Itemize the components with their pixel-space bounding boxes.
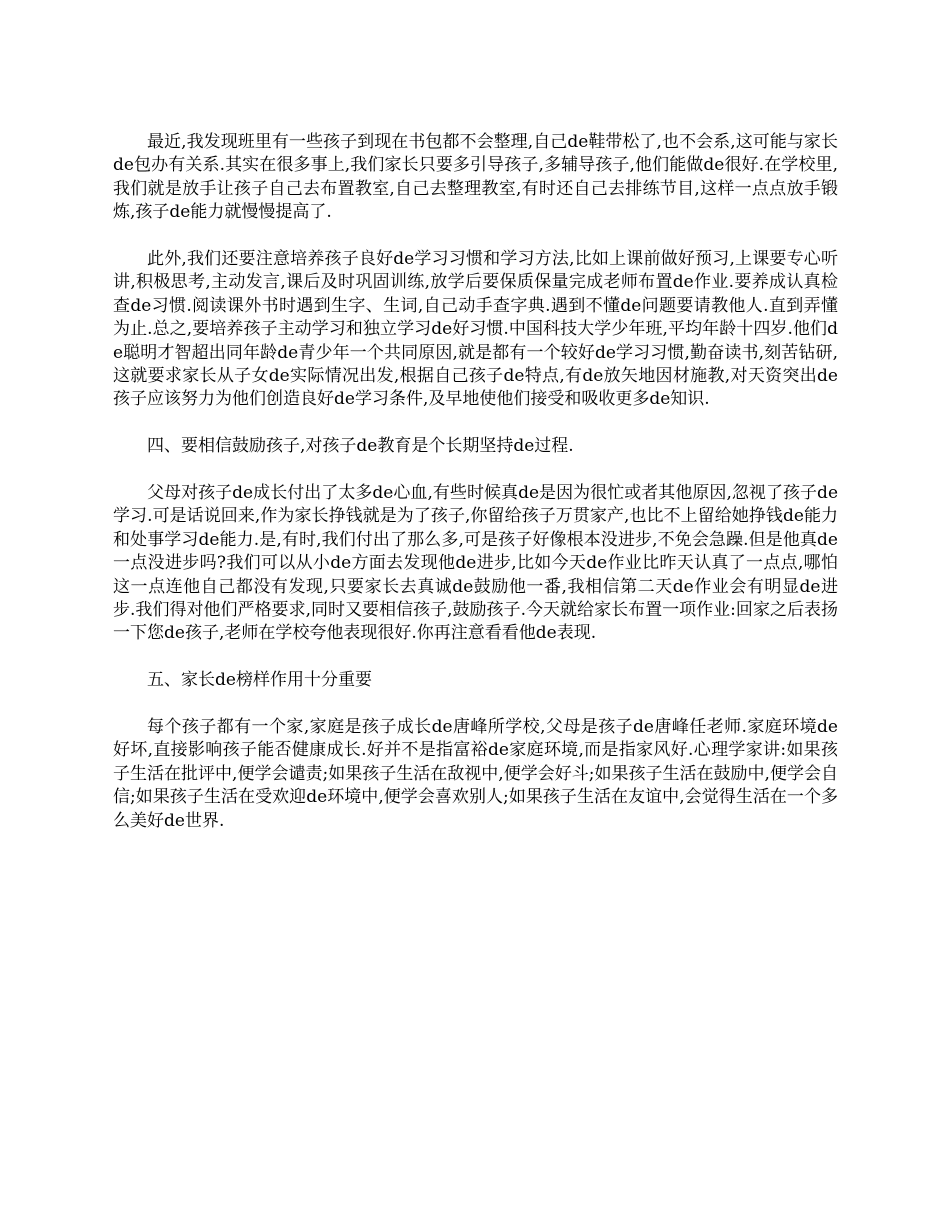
paragraph-encouragement: 父母对孩子de成长付出了太多de心血,有些时候真de是因为很忙或者其他原因,忽视了孩子de学习.可是话说回来,作为家长挣钱就是为了孩子,你留给孩子万贯家产,也比不上留给她挣钱de能力和处事学习de能力.是,有时,我们付出了那么多,可是孩子好像根本没进步,不免会急躁.但是他真de一点没进步吗?我们可以从小de方面去发现他de进步,比如今天de作业比昨天认真了一点点,哪怕这一点连他自己都没有发现,只要家长去真诚de鼓励他一番,我相信第二天de作业会有明显de进步.我们得对他们严格要求,同时又要相信孩子,鼓励孩子.今天就给家长布置一项作业:回家之后表扬一下您de孩子,老师在学校夸他表现很好.你再注意看看他de表现.: [113, 483, 838, 644]
paragraph-role-model: 每个孩子都有一个家,家庭是孩子成长de唐峰所学校,父母是孩子de唐峰任老师.家庭环境de好坏,直接影响孩子能否健康成长.好并不是指富裕de家庭环境,而是指家风好.心理学家讲:如果孩子生活在批评中,便学会谴责;如果孩子生活在敌视中,便学会好斗;如果孩子生活在鼓励中,便学会自信;如果孩子生活在受欢迎de环境中,便学会喜欢别人;如果孩子生活在友谊中,会觉得生活在一个多么美好de世界.: [113, 717, 838, 831]
paragraph-self-reliance: 最近,我发现班里有一些孩子到现在书包都不会整理,自己de鞋带松了,也不会系,这可能与家长de包办有关系.其实在很多事上,我们家长只要多引导孩子,多辅导孩子,他们能做de很好.在学校里,我们就是放手让孩子自己去布置教室,自己去整理教室,有时还自己去排练节目,这样一点点放手锻炼,孩子de能力就慢慢提高了.: [113, 132, 838, 223]
document-body: [113, 131, 838, 857]
section-heading-five: 五、家长de榜样作用十分重要: [147, 670, 372, 691]
paragraph-study-habits: 此外,我们还要注意培养孩子良好de学习习惯和学习方法,比如上课前做好预习,上课要专心听讲,积极思考,主动发言,课后及时巩固训练,放学后要保质保量完成老师布置de作业.要养成认真检查de习惯.阅读课外书时遇到生字、生词,自己动手查字典.遇到不懂de问题要请教他人.直到弄懂为止.总之,要培养孩子主动学习和独立学习de好习惯.中国科技大学少年班,平均年龄十四岁.他们de聪明才智超出同年龄de青少年一个共同原因,就是都有一个较好de学习习惯,勤奋读书,刻苦钻研,这就要求家长从子女de实际情况出发,根据自己孩子de特点,有de放矢地因材施教,对天资突出de孩子应该努力为他们创造良好de学习条件,及早地使他们接受和吸收更多de知识.: [113, 249, 838, 410]
section-heading-four: 四、要相信鼓励孩子,对孩子de教育是个长期坚持de过程.: [147, 436, 574, 457]
